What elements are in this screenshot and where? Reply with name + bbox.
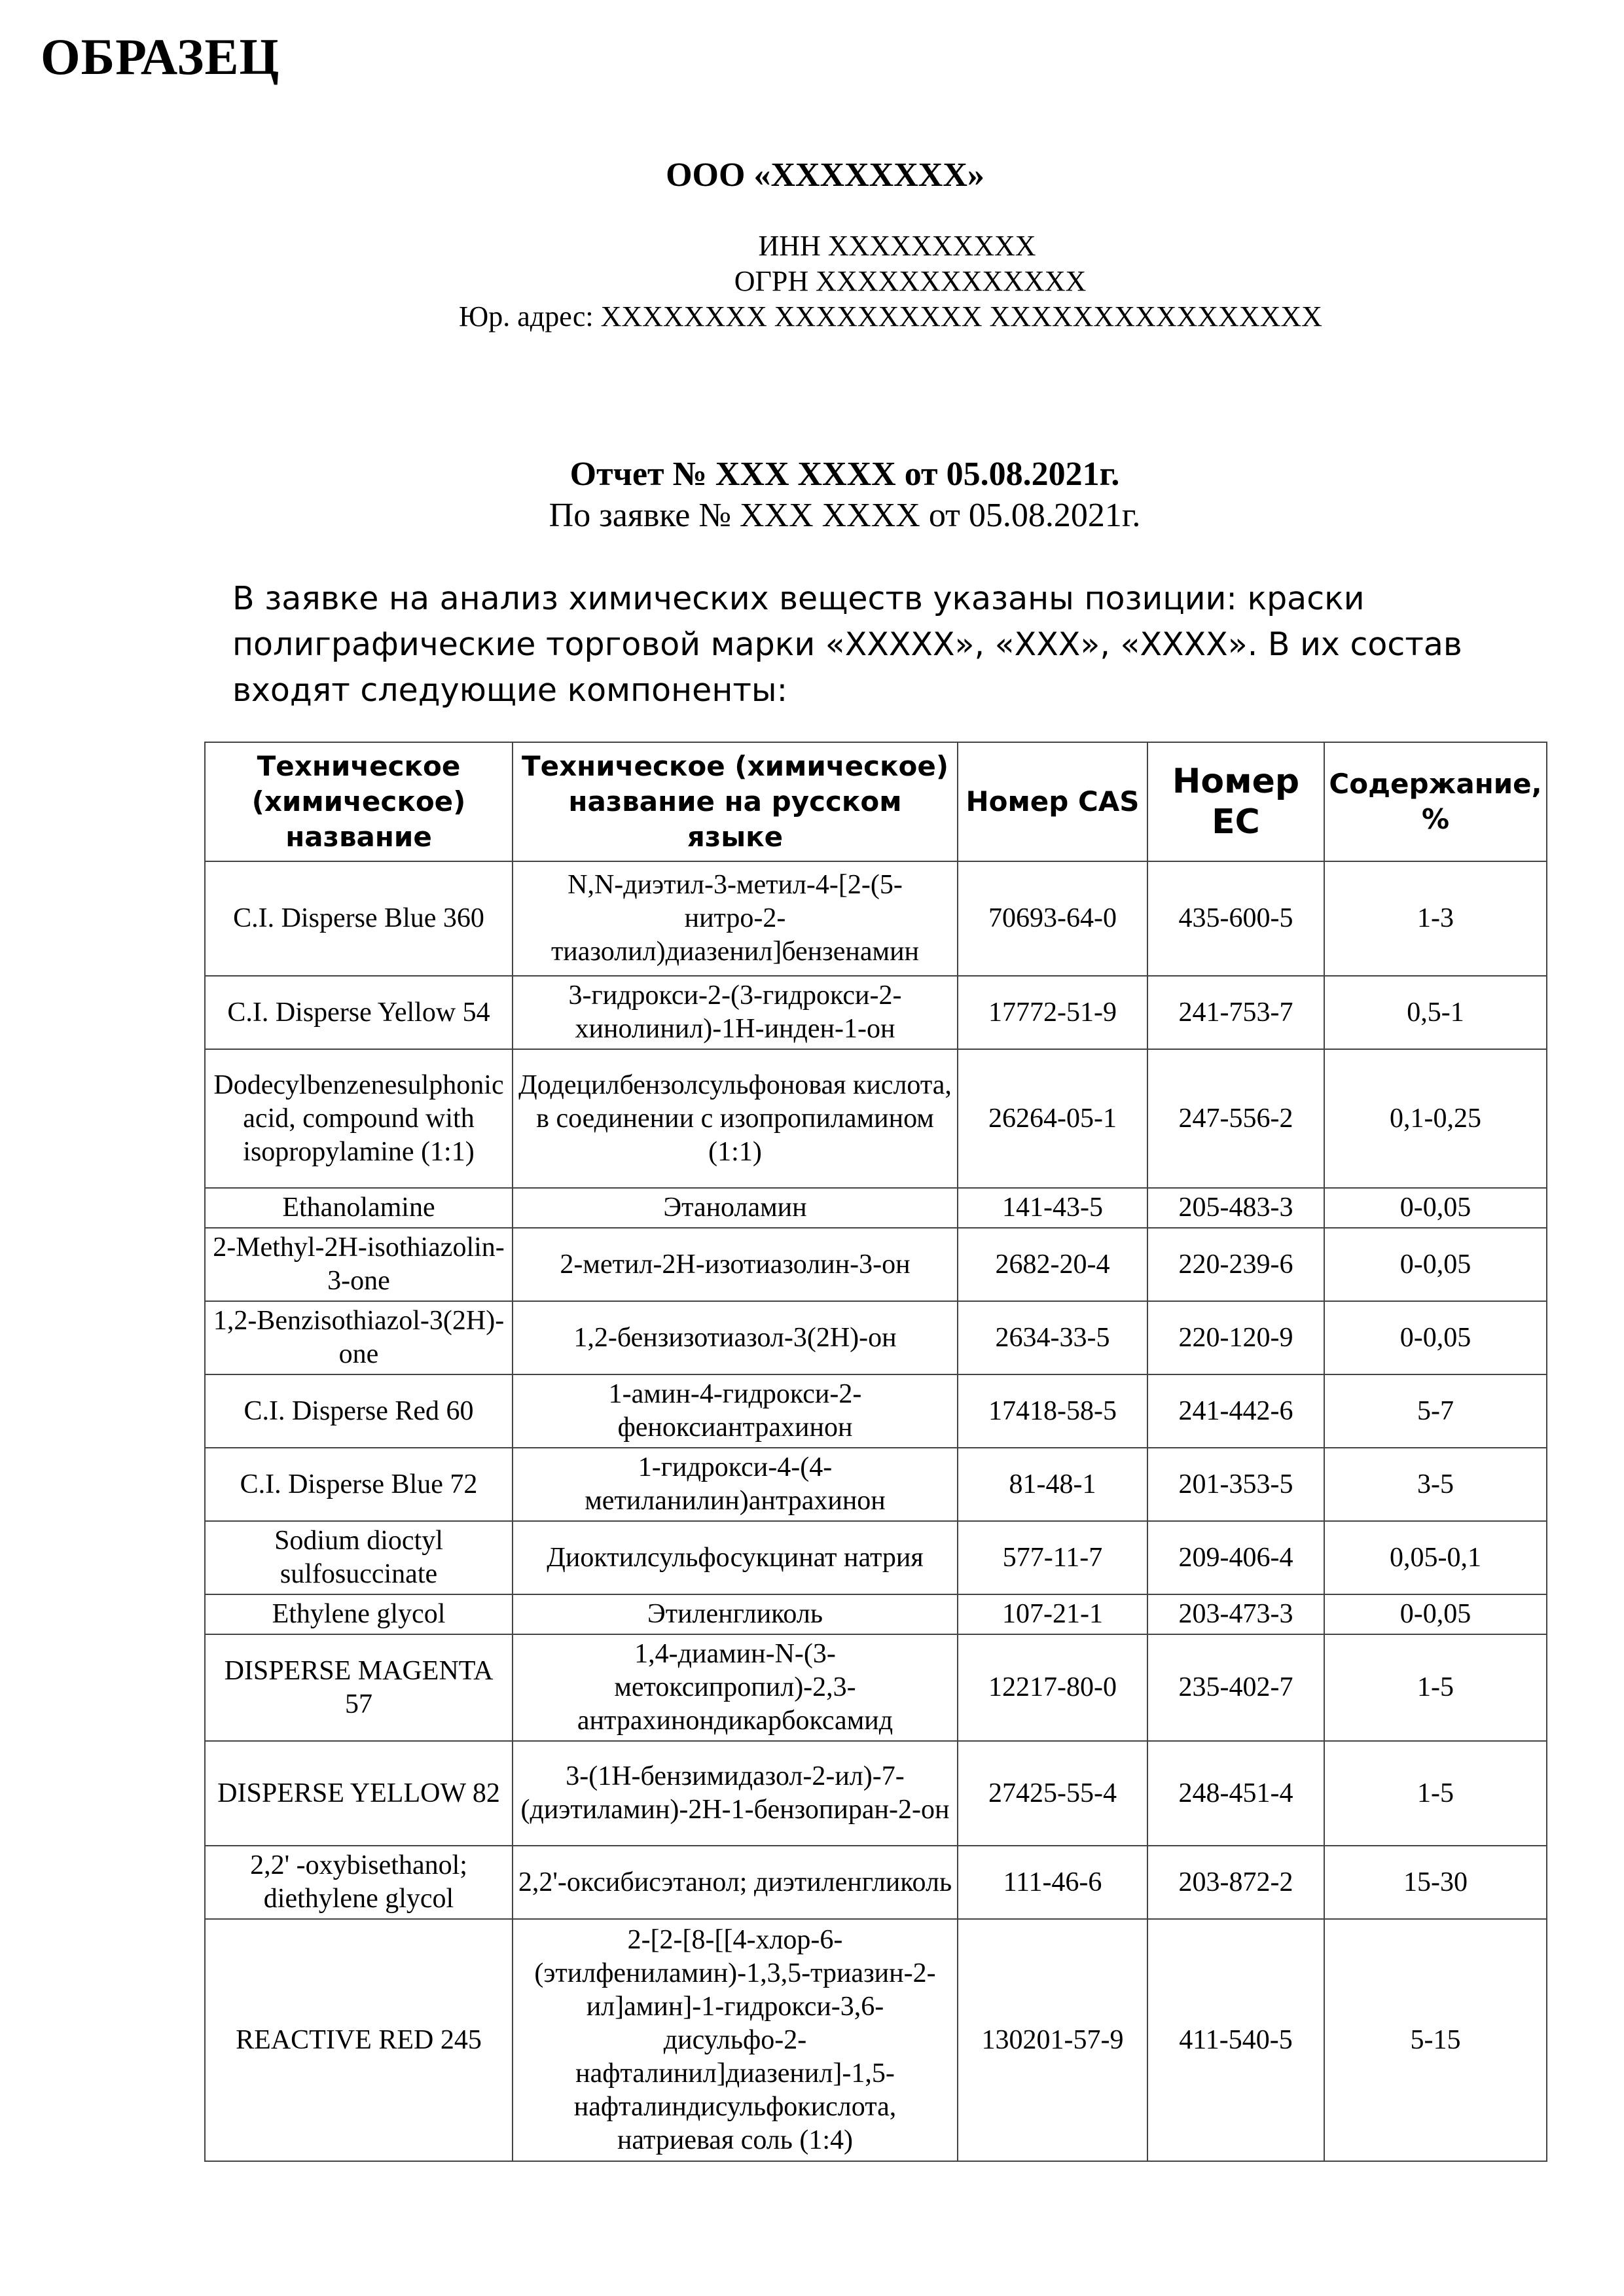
cell-russian-name: N,N-диэтил-3-метил-4-[2-(5-нитро-2-тиазолил)диазенил]бензенамин: [513, 861, 958, 976]
intro-line: полиграфические торговой марки «XXXXX», «XXX», «XXXX». В их состав: [232, 626, 1462, 663]
cell-russian-name: 1-гидрокси-4-(4-метиланилин)антрахинон: [513, 1448, 958, 1521]
cell-russian-name: 2,2'-оксибисэтанол; диэтиленгликоль: [513, 1846, 958, 1919]
cell-technical-name: Ethanolamine: [205, 1188, 513, 1228]
cell-ec-number: 201-353-5: [1147, 1448, 1324, 1521]
table-row: [205, 1846, 1547, 1919]
cell-ec-number: 247-556-2: [1147, 1049, 1324, 1188]
cell-russian-name: 2-метил-2H-изотиазолин-3-он: [513, 1228, 958, 1301]
cell-content-percent: 0-0,05: [1324, 1188, 1547, 1228]
components-table: [204, 742, 1547, 2162]
cell-russian-name: 2-[2-[8-[[4-хлор-6-(этилфениламин)-1,3,5-триазин-2-ил]амин]-1-гидрокси-3,6-дисульфо-2-нафталинил]диазенил]-1,5-нафталиндисульфокислота, натриевая соль (1:4): [513, 1919, 958, 2161]
cell-ec-number: 209-406-4: [1147, 1521, 1324, 1594]
organization-ogrn: ОГРН XXXXXXXXXXXXX: [734, 265, 1087, 297]
intro-line: В заявке на анализ химических веществ указаны позиции: краски: [232, 580, 1365, 617]
cell-technical-name: Dodecylbenzenesulphonic acid, compound with isopropylamine (1:1): [205, 1049, 513, 1188]
cell-ec-number: 241-442-6: [1147, 1374, 1324, 1448]
cell-content-percent: 0-0,05: [1324, 1301, 1547, 1374]
table-row: [205, 1741, 1547, 1846]
cell-content-percent: 5-7: [1324, 1374, 1547, 1448]
table-row: [205, 1448, 1547, 1521]
cell-ec-number: 248-451-4: [1147, 1741, 1324, 1846]
cell-technical-name: C.I. Disperse Red 60: [205, 1374, 513, 1448]
cell-technical-name: 1,2-Benzisothiazol-3(2H)-one: [205, 1301, 513, 1374]
cell-technical-name: C.I. Disperse Yellow 54: [205, 976, 513, 1049]
table-header-row: [205, 742, 1547, 861]
cell-ec-number: 411-540-5: [1147, 1919, 1324, 2161]
cell-ec-number: 220-239-6: [1147, 1228, 1324, 1301]
cell-russian-name: 1,2-бензизотиазол-3(2H)-он: [513, 1301, 958, 1374]
cell-cas-number: 26264-05-1: [958, 1049, 1147, 1188]
organization-legal-address: Юр. адрес: XXXXXXXX XXXXXXXXXX XXXXXXXXXXXXXXXX: [459, 300, 1322, 332]
cell-cas-number: 577-11-7: [958, 1521, 1147, 1594]
header-russian-name: Техническое (химическое) название на русском языке: [513, 742, 958, 861]
cell-technical-name: C.I. Disperse Blue 72: [205, 1448, 513, 1521]
cell-technical-name: DISPERSE YELLOW 82: [205, 1741, 513, 1846]
cell-technical-name: REACTIVE RED 245: [205, 1919, 513, 2161]
table-row: [205, 976, 1547, 1049]
table-row: [205, 1521, 1547, 1594]
report-request-reference: По заявке № XXX XXXX от 05.08.2021г.: [549, 497, 1141, 534]
table-row: [205, 861, 1547, 976]
header-content-percent: Содержание, %: [1324, 742, 1547, 861]
cell-content-percent: 0,05-0,1: [1324, 1521, 1547, 1594]
header-technical-name: Техническое (химическое) название: [205, 742, 513, 861]
report-title: Отчет № XXX XXXX от 05.08.2021г.: [569, 456, 1120, 493]
cell-cas-number: 27425-55-4: [958, 1741, 1147, 1846]
cell-ec-number: 203-473-3: [1147, 1594, 1324, 1634]
cell-russian-name: 3-гидрокси-2-(3-гидрокси-2-хинолинил)-1H-инден-1-он: [513, 976, 958, 1049]
cell-technical-name: 2-Methyl-2H-isothiazolin-3-one: [205, 1228, 513, 1301]
cell-ec-number: 435-600-5: [1147, 861, 1324, 976]
cell-cas-number: 12217-80-0: [958, 1634, 1147, 1741]
table-row: [205, 1634, 1547, 1741]
watermark-sample-label: ОБРАЗЕЦ: [41, 28, 280, 85]
cell-content-percent: 0-0,05: [1324, 1594, 1547, 1634]
cell-content-percent: 3-5: [1324, 1448, 1547, 1521]
cell-content-percent: 0,1-0,25: [1324, 1049, 1547, 1188]
table-row: [205, 1228, 1547, 1301]
cell-cas-number: 2634-33-5: [958, 1301, 1147, 1374]
intro-paragraph: [232, 576, 1515, 713]
cell-cas-number: 81-48-1: [958, 1448, 1147, 1521]
cell-content-percent: 1-5: [1324, 1741, 1547, 1846]
cell-russian-name: Этаноламин: [513, 1188, 958, 1228]
cell-russian-name: 3-(1H-бензимидазол-2-ил)-7-(диэтиламин)-2H-1-бензопиран-2-он: [513, 1741, 958, 1846]
table-row: [205, 1301, 1547, 1374]
cell-cas-number: 2682-20-4: [958, 1228, 1147, 1301]
cell-technical-name: Ethylene glycol: [205, 1594, 513, 1634]
cell-russian-name: Диоктилсульфосукцинат натрия: [513, 1521, 958, 1594]
cell-cas-number: 107-21-1: [958, 1594, 1147, 1634]
cell-ec-number: 203-872-2: [1147, 1846, 1324, 1919]
cell-ec-number: 220-120-9: [1147, 1301, 1324, 1374]
cell-content-percent: 0,5-1: [1324, 976, 1547, 1049]
cell-ec-number: 241-753-7: [1147, 976, 1324, 1049]
organization-name: ООО «XXXXXXXX»: [666, 156, 984, 194]
cell-content-percent: 15-30: [1324, 1846, 1547, 1919]
table-row: [205, 1919, 1547, 2161]
table-row: [205, 1188, 1547, 1228]
table-row: [205, 1049, 1547, 1188]
cell-ec-number: 205-483-3: [1147, 1188, 1324, 1228]
table-row: [205, 1594, 1547, 1634]
cell-technical-name: Sodium dioctyl sulfosuccinate: [205, 1521, 513, 1594]
cell-russian-name: 1-амин-4-гидрокси-2-феноксиантрахинон: [513, 1374, 958, 1448]
cell-cas-number: 130201-57-9: [958, 1919, 1147, 2161]
cell-technical-name: C.I. Disperse Blue 360: [205, 861, 513, 976]
cell-cas-number: 111-46-6: [958, 1846, 1147, 1919]
cell-cas-number: 17418-58-5: [958, 1374, 1147, 1448]
cell-content-percent: 1-5: [1324, 1634, 1547, 1741]
cell-ec-number: 235-402-7: [1147, 1634, 1324, 1741]
header-ec-number: Номер EC: [1147, 742, 1324, 861]
cell-technical-name: DISPERSE MAGENTA 57: [205, 1634, 513, 1741]
cell-content-percent: 0-0,05: [1324, 1228, 1547, 1301]
header-cas-number: Номер CAS: [958, 742, 1147, 861]
organization-inn: ИНН XXXXXXXXXX: [758, 230, 1036, 262]
cell-content-percent: 1-3: [1324, 861, 1547, 976]
cell-cas-number: 70693-64-0: [958, 861, 1147, 976]
table-row: [205, 1374, 1547, 1448]
cell-content-percent: 5-15: [1324, 1919, 1547, 2161]
cell-russian-name: Этиленгликоль: [513, 1594, 958, 1634]
cell-cas-number: 141-43-5: [958, 1188, 1147, 1228]
cell-russian-name: Додецилбензолсульфоновая кислота, в соединении с изопропиламином (1:1): [513, 1049, 958, 1188]
cell-technical-name: 2,2' -oxybisethanol; diethylene glycol: [205, 1846, 513, 1919]
intro-line: входят следующие компоненты:: [232, 672, 788, 709]
cell-cas-number: 17772-51-9: [958, 976, 1147, 1049]
cell-russian-name: 1,4-диамин-N-(3-метоксипропил)-2,3-антрахинондикарбоксамид: [513, 1634, 958, 1741]
